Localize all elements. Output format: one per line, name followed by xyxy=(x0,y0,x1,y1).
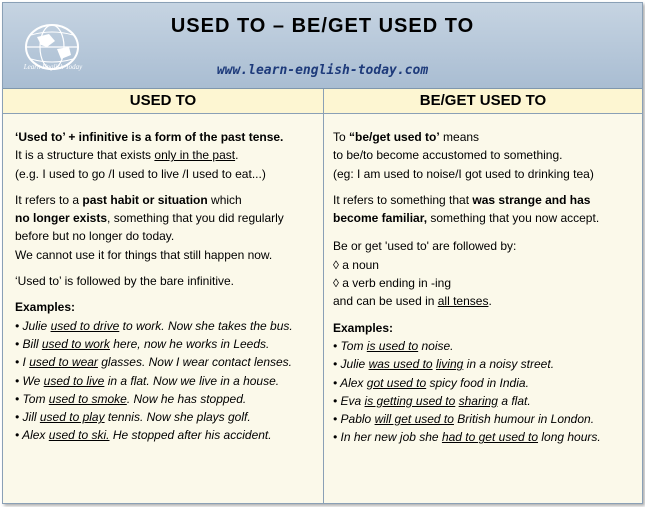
grammar-card xyxy=(2,2,643,504)
familiar-line xyxy=(333,209,638,227)
refers-text: It refers to something that xyxy=(333,192,473,207)
no-longer-line xyxy=(15,209,319,227)
example-text: a flat. xyxy=(497,393,531,408)
example-underlined: used to ski. xyxy=(48,428,110,443)
was-strange-text: was strange and has xyxy=(472,192,591,207)
example-text: • Tom xyxy=(333,338,367,353)
definition-line xyxy=(333,128,638,146)
website-link[interactable]: www.learn-english-today.com xyxy=(216,63,429,78)
become-familiar-text: become familiar, xyxy=(333,211,428,226)
example-underlined: is getting used to xyxy=(364,393,456,408)
example-underlined: used to smoke xyxy=(48,391,127,406)
eg-line: (e.g. I used to go /I used to live /I used to eat...) xyxy=(15,166,266,181)
example-line xyxy=(15,317,319,335)
all-tenses-text: all tenses xyxy=(437,294,489,309)
example-text: • Eva xyxy=(333,393,365,408)
example-underlined: used to live xyxy=(43,373,105,388)
example-line xyxy=(333,374,638,392)
example-underlined: was used to xyxy=(368,357,433,372)
example-line xyxy=(15,335,319,353)
spacer xyxy=(15,290,319,298)
spacer xyxy=(15,264,319,272)
example-line xyxy=(333,392,638,410)
examples-title xyxy=(15,298,319,316)
before-line: before but no longer do today. xyxy=(15,229,175,244)
logo-caption: Learn English Today xyxy=(23,63,83,71)
example-text: • Alex xyxy=(333,375,367,390)
example-text: • Bill xyxy=(15,336,42,351)
only-in-past-text: only in the past xyxy=(154,148,236,163)
habit-text: It refers to a xyxy=(15,192,83,207)
example-text: to work. Now she takes the bus. xyxy=(119,318,293,333)
example-text: • We xyxy=(15,373,44,388)
example-underlined: used to play xyxy=(39,410,105,425)
spacer xyxy=(15,183,319,191)
noun-line: ◊ a noun xyxy=(333,257,379,272)
spacer xyxy=(333,183,638,191)
example-text: British humour in London. xyxy=(453,412,595,427)
examples-title-text: Examples: xyxy=(15,300,76,315)
column-heading-be-get-used-to: BE/GET USED TO xyxy=(324,89,642,114)
example-text: . Now he has stopped. xyxy=(126,391,247,406)
example-underlined: used to drive xyxy=(50,318,120,333)
example-text: in a noisy street. xyxy=(463,357,555,372)
example-underlined: used to wear xyxy=(29,355,98,370)
example-text: • Jill xyxy=(15,410,40,425)
structure-line xyxy=(15,146,319,164)
example-line xyxy=(15,426,319,444)
example-text: • Tom xyxy=(15,391,49,406)
example-line xyxy=(15,372,319,390)
definition-line xyxy=(15,128,319,146)
example-line xyxy=(333,337,638,355)
example-line xyxy=(333,428,638,446)
example-line xyxy=(333,355,638,373)
column-heading-used-to: USED TO xyxy=(3,89,324,114)
used-to-column xyxy=(15,128,319,445)
cannot-line: We cannot use it for things that still happen now. xyxy=(15,247,273,262)
example-text: • Julie xyxy=(333,357,369,372)
example-underlined: will get used to xyxy=(374,412,454,427)
period-text: . xyxy=(235,148,239,163)
examples-title xyxy=(333,319,638,337)
habit-line xyxy=(15,191,319,209)
example-text: tennis. Now she plays golf. xyxy=(104,410,251,425)
accustomed-line: to be/to become accustomed to something. xyxy=(333,148,563,163)
example-text: • In her new job she xyxy=(333,430,442,445)
past-habit-text: past habit or situation xyxy=(82,192,208,207)
spacer xyxy=(333,227,638,237)
example-line xyxy=(333,410,638,428)
followed-by-line: Be or get 'used to' are followed by: xyxy=(333,239,517,254)
example-text: • Julie xyxy=(15,318,51,333)
example-line xyxy=(15,390,319,408)
example-text: long hours. xyxy=(538,430,601,445)
definition-text: ‘Used to’ + infinitive is a form of the past tense. xyxy=(15,130,284,144)
example-underlined: is used to xyxy=(366,338,419,353)
header xyxy=(3,3,642,89)
example-text: He stopped after his accident. xyxy=(109,428,272,443)
page-title: USED TO – BE/GET USED TO xyxy=(170,15,475,37)
example-text: • Pablo xyxy=(333,412,375,427)
tenses-line xyxy=(333,292,638,310)
accept-text: something that you now accept. xyxy=(427,211,600,226)
example-line xyxy=(15,353,319,371)
strange-line xyxy=(333,191,638,209)
no-longer-exists-text: no longer exists xyxy=(15,211,108,226)
examples-title-text: Examples: xyxy=(333,320,394,335)
eg-line: (eg: I am used to noise/I got used to drinking tea) xyxy=(333,166,594,181)
example-underlined: living xyxy=(435,357,464,372)
verb-ing-line: ◊ a verb ending in -ing xyxy=(333,276,452,291)
example-text: in a flat. Now we live in a house. xyxy=(104,373,280,388)
which-text: which xyxy=(207,192,242,207)
bare-infinitive-line: ‘Used to’ is followed by the bare infinitive. xyxy=(15,274,234,289)
example-line xyxy=(15,408,319,426)
tenses-text: and can be used in xyxy=(333,294,438,309)
example-text: spicy food in India. xyxy=(426,375,529,390)
example-underlined: got used to xyxy=(366,375,427,390)
be-get-used-to-text: “be/get used to’ xyxy=(349,130,440,144)
column-divider xyxy=(323,89,324,503)
spacer xyxy=(333,311,638,319)
example-underlined: sharing xyxy=(458,393,498,408)
example-underlined: used to work xyxy=(41,336,110,351)
example-underlined: had to get used to xyxy=(441,430,539,445)
example-text: • I xyxy=(15,355,30,370)
period-text: . xyxy=(488,294,492,309)
example-text: • Alex xyxy=(15,428,49,443)
be-get-used-to-column xyxy=(333,128,638,447)
example-text: here, now he works in Leeds. xyxy=(109,336,270,351)
to-text: To xyxy=(333,130,350,144)
regularly-text: , something that you did regularly xyxy=(107,211,284,226)
example-text: glasses. Now I wear contact lenses. xyxy=(97,355,293,370)
structure-text: It is a structure that exists xyxy=(15,148,155,163)
example-text: noise. xyxy=(418,338,454,353)
means-text: means xyxy=(439,130,480,144)
